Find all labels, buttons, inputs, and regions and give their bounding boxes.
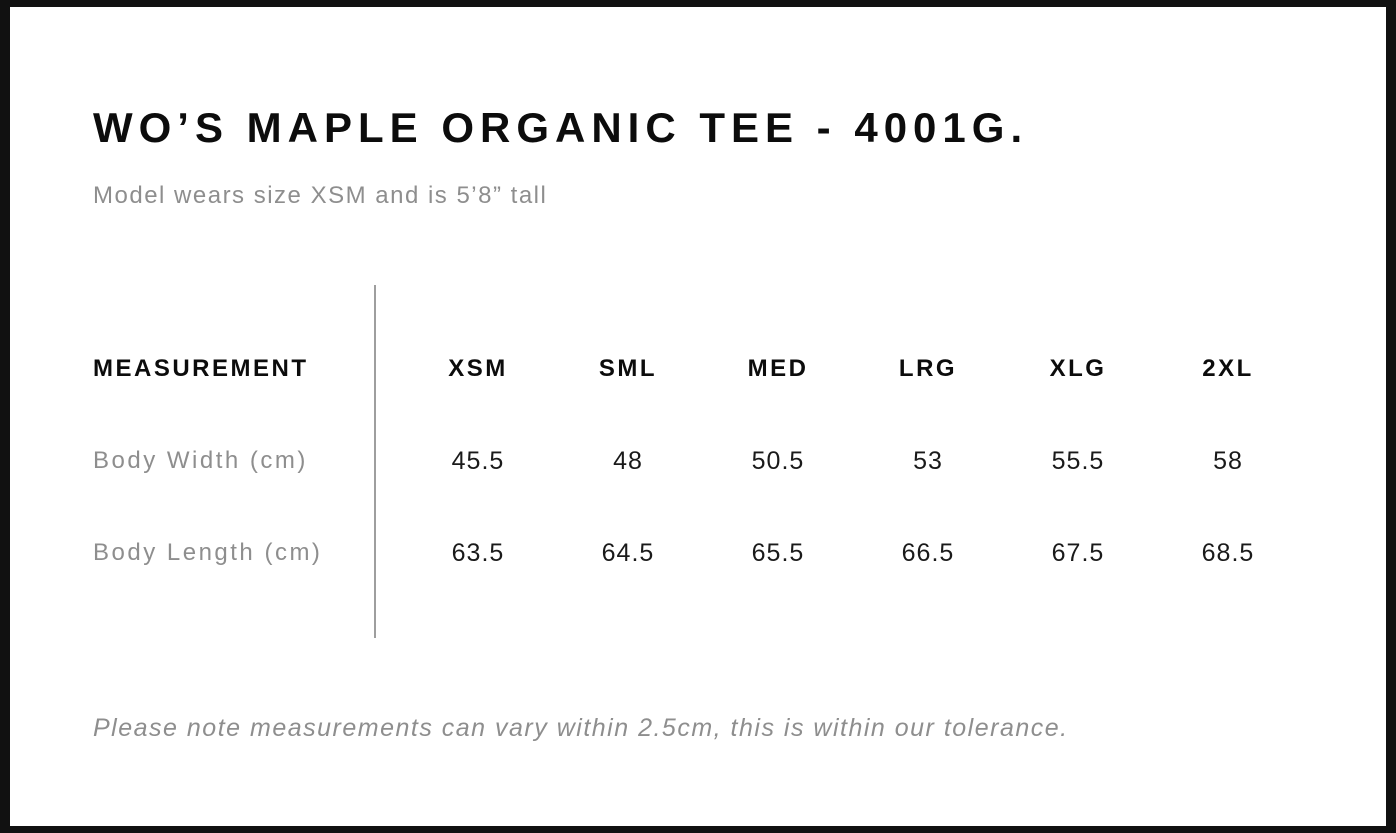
size-column-header-sml: SML: [598, 355, 658, 382]
size-column-header-xsm: XSM: [448, 355, 508, 382]
row-label: Body Length (cm): [93, 539, 323, 566]
body-length-med: 65.5: [751, 538, 805, 567]
model-size-note: Model wears size XSM and is 5’8” tall: [93, 182, 548, 209]
size-column-header-2xl: 2XL: [1202, 355, 1254, 382]
size-column-header-med: MED: [747, 355, 809, 382]
body-length-2xl: 68.5: [1201, 538, 1255, 567]
body-length-sml: 64.5: [601, 538, 655, 567]
body-width-xlg: 55.5: [1051, 446, 1105, 475]
body-width-lrg: 53: [913, 446, 943, 475]
body-width-sml: 48: [613, 446, 643, 475]
measurement-column-header: MEASUREMENT: [93, 355, 309, 382]
table-header-row: [93, 323, 1303, 415]
page-title: WO’S MAPLE ORGANIC TEE - 4001G.: [93, 104, 1029, 151]
body-length-xlg: 67.5: [1051, 538, 1105, 567]
body-width-2xl: 58: [1213, 446, 1243, 475]
size-column-header-lrg: LRG: [898, 355, 958, 382]
body-length-xsm: 63.5: [451, 538, 505, 567]
tolerance-note: Please note measurements can vary within 2.5cm, this is within our tolerance.: [93, 714, 1069, 742]
table-row-body-width: [93, 415, 1303, 507]
row-label: Body Width (cm): [93, 447, 308, 474]
table-row-body-length: [93, 507, 1303, 599]
body-length-lrg: 66.5: [901, 538, 955, 567]
size-table: [93, 323, 1303, 599]
size-column-header-xlg: XLG: [1049, 355, 1107, 382]
body-width-xsm: 45.5: [451, 446, 505, 475]
body-width-med: 50.5: [751, 446, 805, 475]
